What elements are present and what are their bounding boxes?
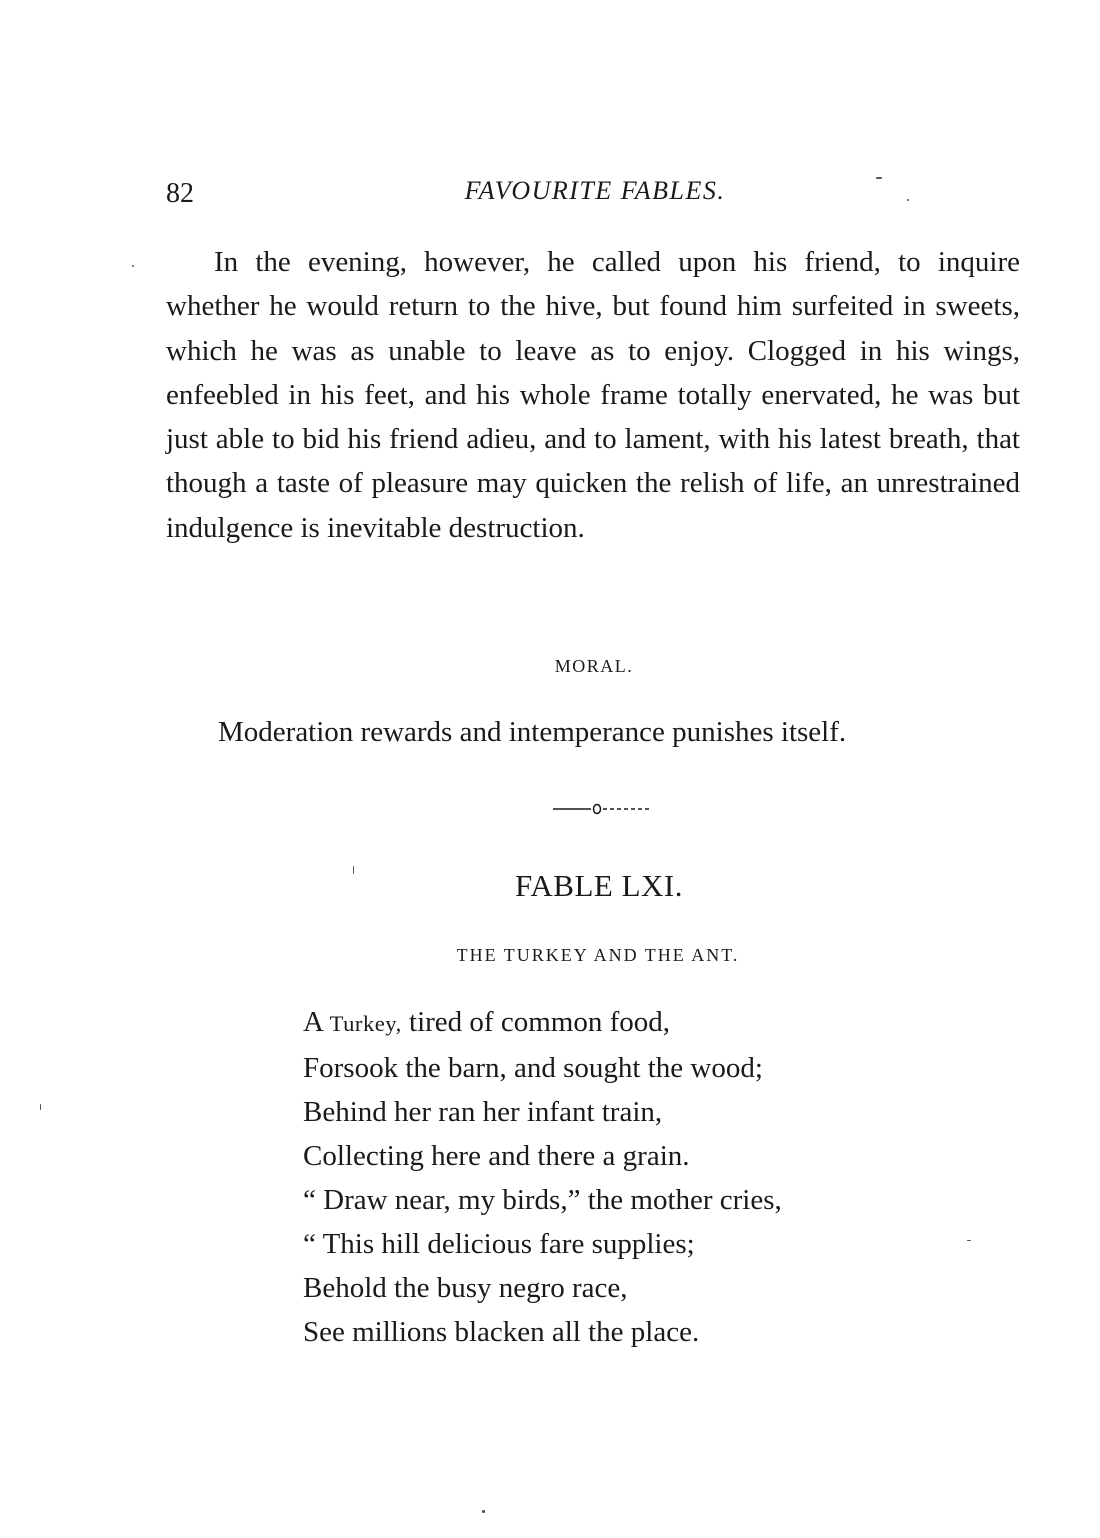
- poem-line: See millions blacken all the place.: [303, 1316, 700, 1348]
- poem-line: Behold the busy negro race,: [303, 1272, 628, 1304]
- poem: [303, 1000, 782, 1354]
- scan-speck: [482, 1510, 485, 1513]
- fable-title: FABLE LXI.: [514, 868, 684, 903]
- moral-label: MORAL.: [554, 656, 634, 676]
- moral-text: Moderation rewards and intemperance punishes itself.: [218, 716, 847, 748]
- scan-speck: [876, 177, 882, 179]
- poem-smallcaps-word: Turkey,: [329, 1011, 402, 1036]
- scan-speck: [132, 265, 134, 267]
- poem-line: Behind her ran her infant train,: [303, 1096, 663, 1128]
- fable-subtitle: THE TURKEY AND THE ANT.: [456, 945, 740, 965]
- poem-line: Collecting here and there a grain.: [303, 1140, 690, 1172]
- running-head-title: FAVOURITE FABLES.: [464, 176, 726, 205]
- scan-speck: [40, 1104, 41, 1110]
- poem-line: “ This hill delicious fare supplies;: [303, 1228, 695, 1260]
- prose-block: [166, 240, 1020, 550]
- running-head: [0, 173, 1100, 209]
- poem-line: “ Draw near, my birds,” the mother cries,: [303, 1184, 782, 1216]
- poem-line: Forsook the barn, and sought the wood;: [303, 1052, 763, 1084]
- scan-speck: [907, 199, 909, 201]
- poem-first-word: A: [303, 1006, 323, 1038]
- prose-paragraph: In the evening, however, he called upon his friend, to inquire whether he would return to the hive, but found him surfeited in sweets, which he was as unable to leave as to enjoy. Clogged in his wings, enfeebled in his feet, and his whole frame totally enervated, he was but just able to bid his friend adieu, and to lament, with his latest breath, that though a taste of pleasure may quicken the relish of life, an unrestrained indulgence is inevitable destruction.: [166, 246, 1020, 544]
- section-divider-ornament: [553, 799, 649, 819]
- scan-speck: [967, 1240, 971, 1241]
- poem-line: [303, 1000, 782, 1046]
- poem-first-line-rest: tired of common food,: [409, 1006, 670, 1038]
- scan-speck: [353, 866, 354, 874]
- page-number: 82: [166, 178, 194, 209]
